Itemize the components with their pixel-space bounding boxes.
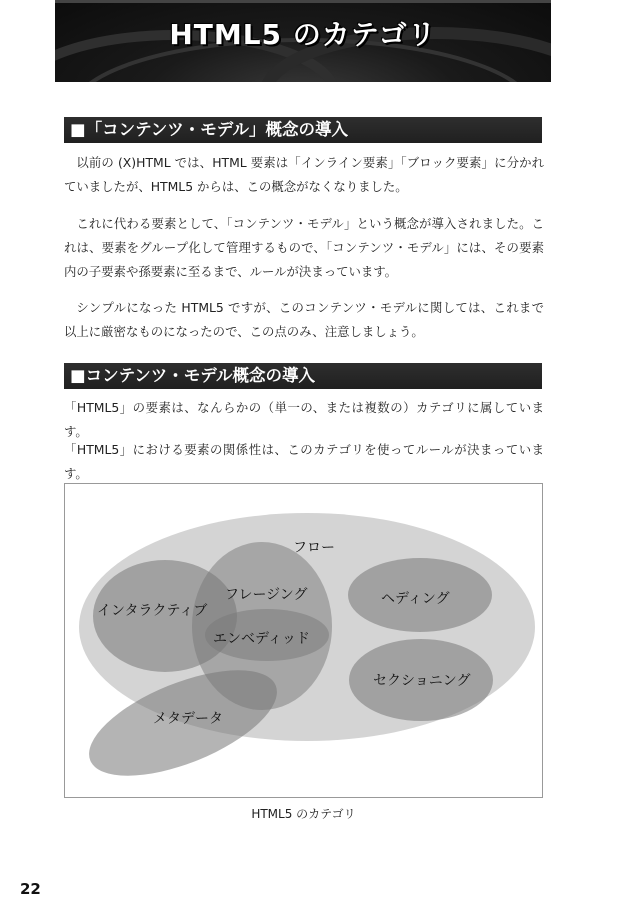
embedded-label: エンベディッド [213, 631, 310, 647]
title-banner [55, 0, 551, 82]
metadata-label: メタデータ [153, 711, 223, 727]
interactive-label: インタラクティブ [97, 603, 208, 619]
category-venn-diagram [65, 484, 544, 799]
paragraph-4: 「HTML5」の要素は、なんらかの（単一の、または複数の）カテゴリに属しています。 [64, 400, 544, 439]
section-heading-content-model-concept: ■コンテンツ・モデル概念の導入 [64, 363, 542, 389]
category-diagram [64, 483, 543, 798]
phrasing-label: フレージング [225, 587, 308, 603]
section-heading-content-model-intro: ■「コンテンツ・モデル」概念の導入 [64, 117, 542, 143]
paragraph-5: 「HTML5」における要素の関係性は、このカテゴリを使ってルールが決まっています。 [64, 442, 544, 481]
page-number: 22 [20, 880, 41, 898]
heading-label: ヘディング [381, 591, 450, 607]
paragraph-3: シンプルになった HTML5 ですが、このコンテンツ・モデルに関しては、これまで以上に厳密なものになったので、この点のみ、注意しましょう。 [64, 300, 544, 339]
sectioning-label: セクショニング [373, 673, 471, 689]
diagram-caption: HTML5 のカテゴリ [251, 807, 356, 821]
flow-label: フロー [293, 540, 335, 556]
paragraph-2: これに代わる要素として、「コンテンツ・モデル」という概念が導入されました。これは、要素をグループ化して管理するもので、「コンテンツ・モデル」には、その要素内の子要素や孫要素に至るまで、ルールが決まっています。 [64, 216, 544, 279]
page-title: HTML5 のカテゴリ [169, 18, 437, 51]
paragraph-1: 以前の (X)HTML では、HTML 要素は「インライン要素」「ブロック要素」に分かれていましたが、HTML5 からは、この概念がなくなりました。 [64, 155, 544, 194]
